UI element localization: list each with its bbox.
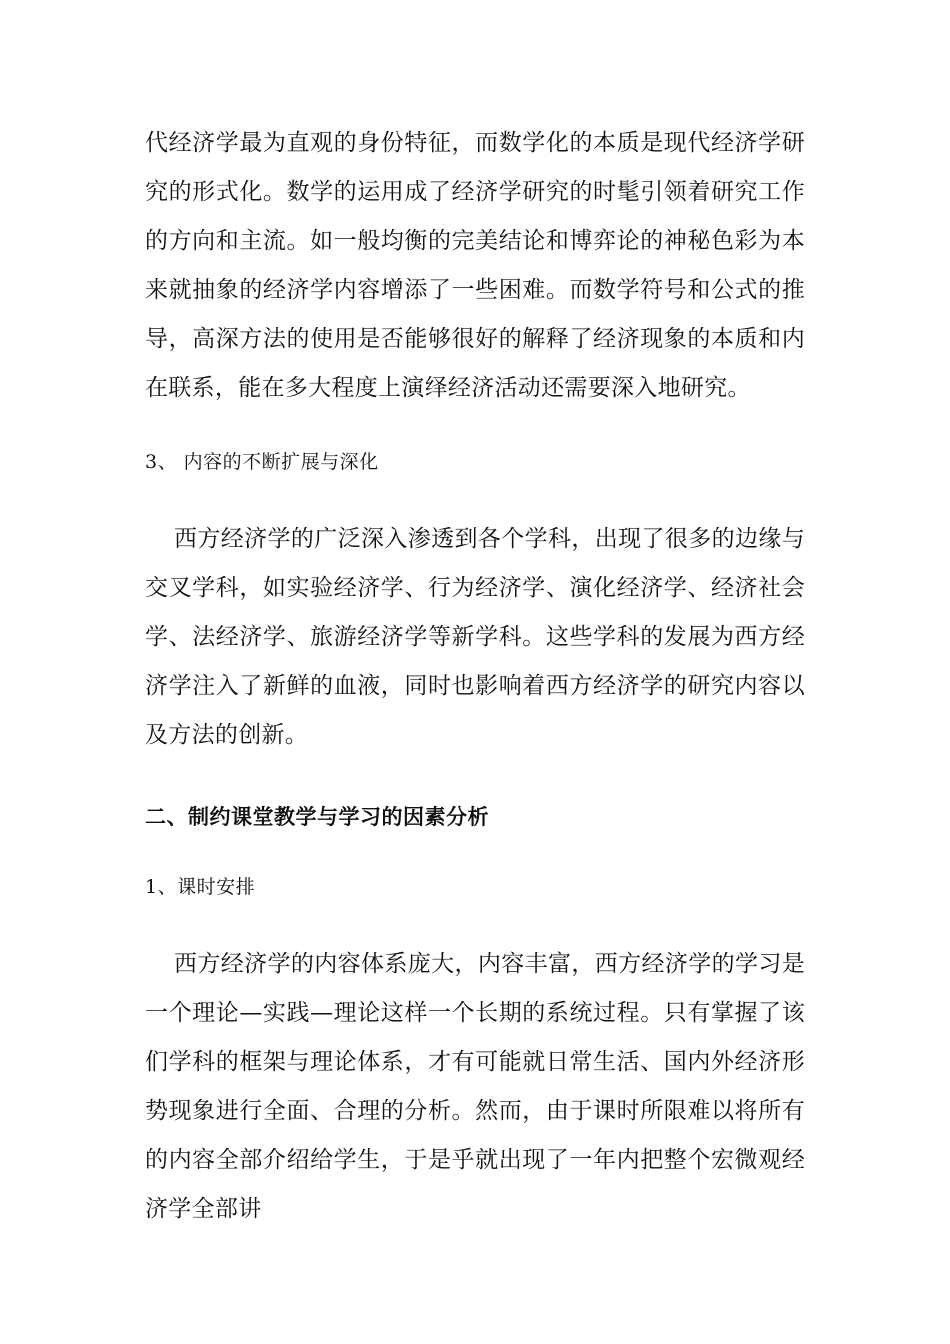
subheading-content-expansion: 3、 内容的不断扩展与深化	[145, 451, 379, 473]
paragraph-interdisciplinary: 西方经济学的广泛深入渗透到各个学科，出现了很多的边缘与交叉学科，如实验经济学、行为经济学、演化经济学、经济社会学、法经济学、旅游经济学等新学科。这些学科的发展为西方经济学注入了新鲜的血液，同时也影响着西方经济学的研究内容以及方法的创新。	[145, 526, 805, 748]
document-page	[145, 119, 805, 1234]
paragraph-class-hours: 西方经济学的内容体系庞大，内容丰富，西方经济学的学习是一个理论—实践—理论这样一个长期的系统过程。只有掌握了该们学科的框架与理论体系，才有可能就日常生活、国内外经济形势现象进行全面、合理的分析。然而，由于课时所限难以将所有的内容全部介绍给学生，于是乎就出现了一年内把整个宏微观经济学全部讲	[145, 951, 805, 1222]
paragraph-math-formalization: 代经济学最为直观的身份特征，而数学化的本质是现代经济学研究的形式化。数学的运用成了经济学研究的时髦引领着研究工作的方向和主流。如一般均衡的完美结论和博弈论的神秘色彩为本来就抽象的经济学内容增添了一些困难。而数学符号和公式的推导，高深方法的使用是否能够很好的解释了经济现象的本质和内在联系，能在多大程度上演绎经济活动还需要深入地研究。	[145, 130, 805, 401]
section-title-constraints: 二、制约课堂教学与学习的因素分析	[145, 805, 489, 829]
subheading-class-hours: 1、课时安排	[145, 876, 256, 898]
